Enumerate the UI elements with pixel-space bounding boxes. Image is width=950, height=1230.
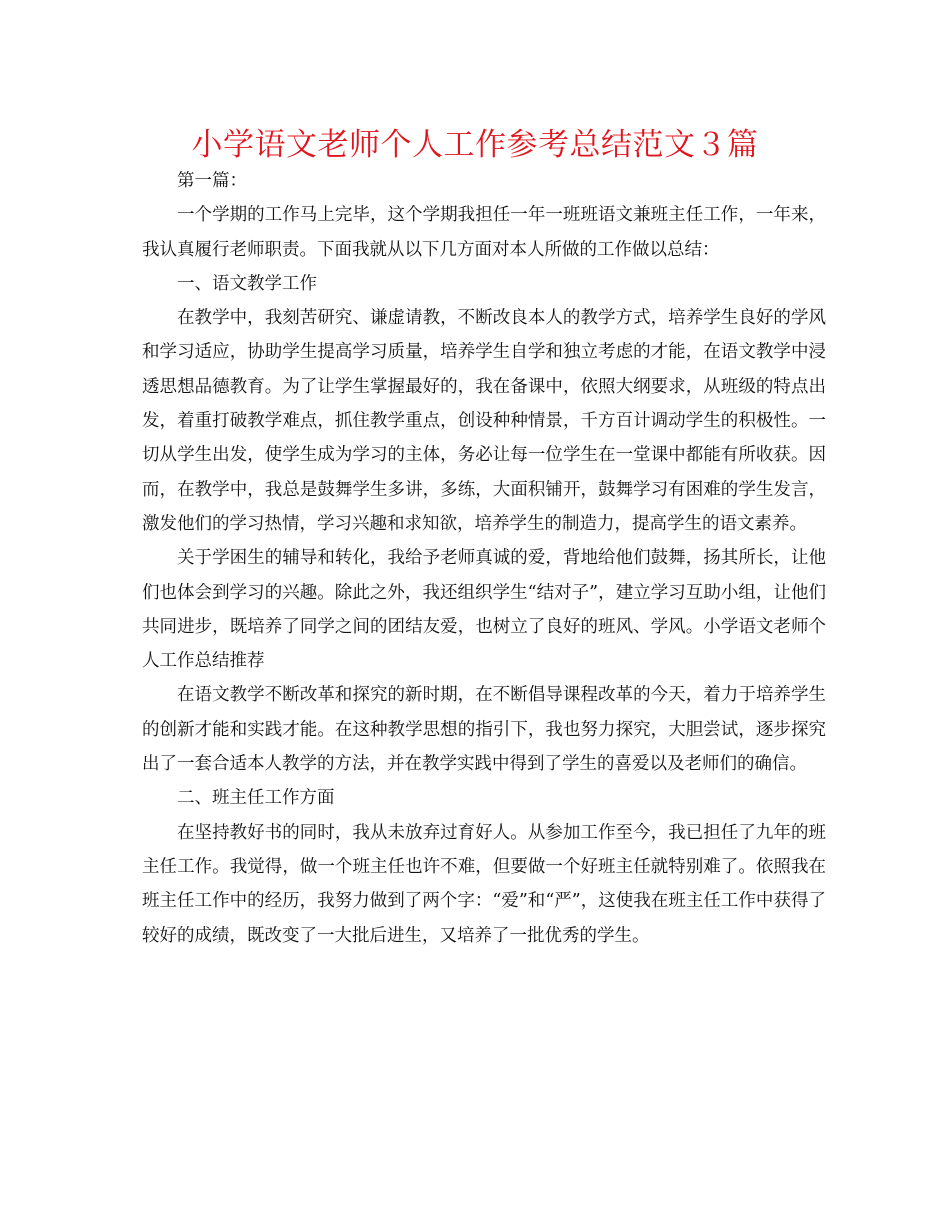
section-heading: 一、语文教学工作 bbox=[177, 273, 317, 294]
paragraph: 在语文教学不断改革和探究的新时期，在不断倡导课程改革的今天，着力于培养学生的创新才能和实践才能。在这种教学思想的指引下，我也努力探究，大胆尝试，逐步探究出了一套合适本人教学的方法，并在教学实践中得到了学生的喜爱以及老师们的确信。 bbox=[142, 685, 826, 775]
document-title: 小学语文老师个人工作参考总结范文３篇 bbox=[191, 127, 759, 163]
paragraph: 关于学困生的辅导和转化，我给予老师真诚的爱，背地给他们鼓舞，扬其所长，让他们也体会到学习的兴趣。除此之外，我还组织学生“结对子”，建立学习互助小组，让他们共同进步，既培养了同学之间的团结友爱，也树立了良好的班风、学风。小学语文老师个人工作总结推荐 bbox=[142, 548, 826, 672]
paragraph: 在教学中，我刻苦研究、谦虚请教，不断改良本人的教学方式，培养学生良好的学风和学习适应，协助学生提高学习质量，培养学生自学和独立考虑的才能，在语文教学中浸透思想品德教育。为了让学生掌握最好的，我在备课中，依照大纲要求，从班级的特点出发，着重打破教学难点，抓住教学重点，创设种种情景，千方百计调动学生的积极性。一切从学生出发，使学生成为学习的主体，务必让每一位学生在一堂课中都能有所收获。因而，在教学中，我总是鼓舞学生多讲，多练，大面积铺开，鼓舞学习有困难的学生发言，激发他们的学习热情，学习兴趣和求知欲，培养学生的制造力，提高学生的语文素养。 bbox=[142, 308, 826, 534]
document-body bbox=[142, 164, 826, 953]
section-heading: 第一篇： bbox=[177, 171, 247, 191]
paragraph: 在坚持教好书的同时，我从未放弃过育好人。从参加工作至今，我已担任了九年的班主任工作。我觉得，做一个班主任也许不难，但要做一个好班主任就特别难了。依照我在班主任工作中的经历，我努力做到了两个字：“爱”和“严”，这使我在班主任工作中获得了较好的成绩，既改变了一大批后进生，又培养了一批优秀的学生。 bbox=[142, 822, 826, 946]
paragraph: 一个学期的工作马上完毕，这个学期我担任一年一班班语文兼班主任工作，一年来，我认真履行老师职责。下面我就从以下几方面对本人所做的工作做以总结： bbox=[142, 205, 826, 260]
section-heading: 二、班主任工作方面 bbox=[177, 788, 335, 809]
